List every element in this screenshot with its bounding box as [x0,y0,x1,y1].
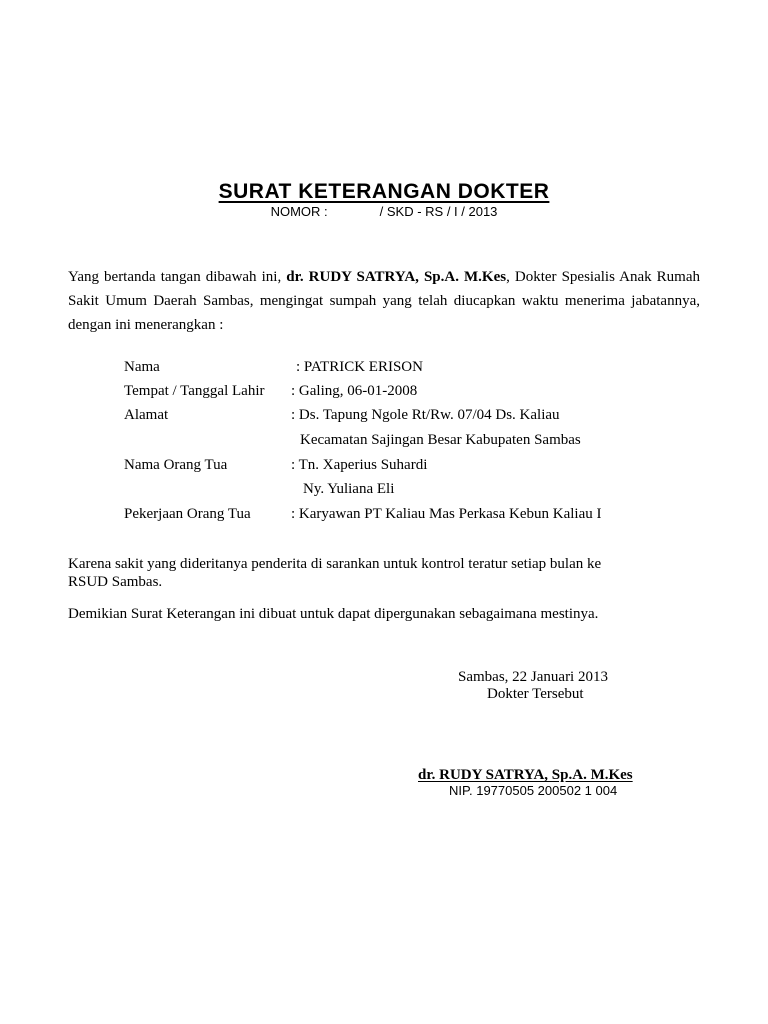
field-value-alamat: : Ds. Tapung Ngole Rt/Rw. 07/04 Ds. Kaliau [291,407,560,423]
intro-prefix: Yang bertanda tangan dibawah ini, [68,269,287,285]
field-value-orang-tua: : Tn. Xaperius Suhardi [291,457,428,473]
signer-nip: NIP. 19770505 200502 1 004 [449,783,618,798]
document-title: SURAT KETERANGAN DOKTER [218,180,550,203]
signer-name: dr. RUDY SATRYA, Sp.A. M.Kes [418,767,633,783]
field-label-alamat: Alamat [124,407,169,423]
nomor-label: NOMOR : [270,204,328,219]
field-value-nama: : PATRICK ERISON [296,359,423,375]
intro-suffix: , Dokter Spesialis Anak Rumah Sakit Umum Daerah Sambas, mengingat sumpah yang telah diucapkan waktu menerima jabatannya, dengan ini menerangkan : [68,269,700,333]
signer-role: Dokter Tersebut [487,686,584,702]
field-value-ttl: : Galing, 06-01-2008 [291,383,418,399]
field-label-nama: Nama [124,359,160,375]
field-value-alamat-2: Kecamatan Sajingan Besar Kabupaten Sambas [300,432,581,448]
recommendation-paragraph [68,555,708,591]
field-value-pekerjaan: : Karyawan PT Kaliau Mas Perkasa Kebun Kaliau I [291,506,602,522]
intro-paragraph [68,265,700,337]
field-label-ttl: Tempat / Tanggal Lahir [124,383,265,399]
place-date: Sambas, 22 Januari 2013 [458,669,608,685]
field-label-orang-tua: Nama Orang Tua [124,457,228,473]
field-label-pekerjaan: Pekerjaan Orang Tua [124,506,251,522]
document-number [0,204,768,219]
closing-paragraph: Demikian Surat Keterangan ini dibuat untuk dapat dipergunakan sebagaimana mestinya. [68,606,599,622]
doctor-name: dr. RUDY SATRYA, Sp.A. M.Kes [286,269,507,285]
recommendation-line-1: Karena sakit yang dideritanya penderita di sarankan untuk kontrol teratur setiap bulan ke [68,556,602,572]
field-value-orang-tua-2: Ny. Yuliana Eli [303,481,395,497]
nomor-value: / SKD - RS / I / 2013 [379,204,498,219]
recommendation-line-2: RSUD Sambas. [68,574,163,590]
